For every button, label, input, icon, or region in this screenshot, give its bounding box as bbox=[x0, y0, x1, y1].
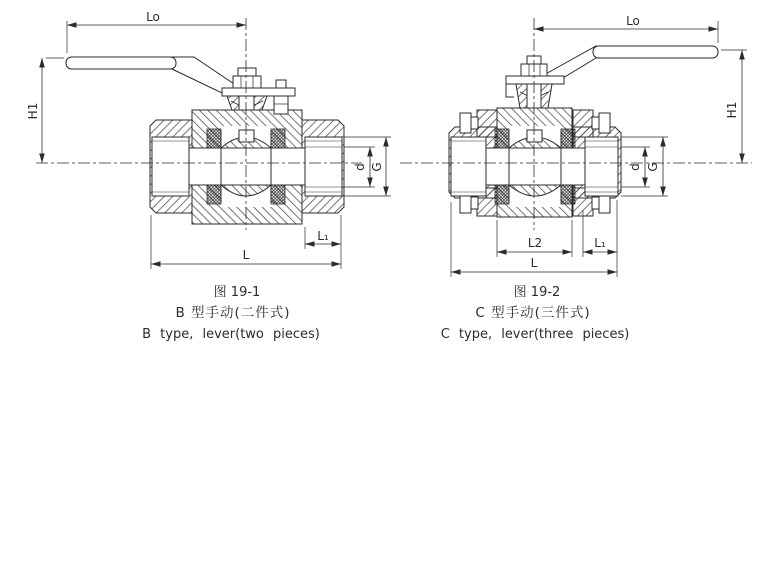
dim-label-h1-c: H1 bbox=[725, 101, 739, 119]
valve-c-bolt bbox=[471, 197, 478, 209]
dim-label-lo-c: Lo bbox=[626, 14, 640, 28]
figure-c-caption bbox=[441, 285, 630, 342]
valve-c-bolt bbox=[592, 117, 599, 129]
figure-c-title-en: C type, lever(three pieces) bbox=[440, 327, 630, 342]
dim-label-h1-b: H1 bbox=[26, 102, 40, 120]
dim-label-lo-b: Lo bbox=[146, 10, 160, 24]
valve-b-handle-plate bbox=[222, 88, 295, 96]
valve-b-seat bbox=[207, 185, 221, 204]
valve-b-stop-bolt bbox=[274, 96, 288, 114]
dim-label-g-b: G bbox=[370, 162, 384, 172]
valve-b-handle-grip bbox=[66, 57, 176, 69]
valve-c-stem-tang bbox=[527, 130, 542, 142]
dim-label-l-b: L bbox=[242, 248, 250, 262]
valve-c-seat bbox=[495, 129, 509, 148]
valve-c-left-flange-top bbox=[477, 110, 497, 137]
dim-label-l-c: L bbox=[530, 256, 538, 270]
figure-c-title-zh: C 型手动(三件式) bbox=[475, 305, 591, 321]
valve-b-seat bbox=[271, 129, 285, 148]
dim-label-g-c: G bbox=[646, 162, 660, 172]
valve-c-bolt bbox=[460, 113, 471, 133]
figure-b-caption bbox=[142, 285, 320, 342]
valve-c-main-bore bbox=[486, 148, 585, 185]
figure-b bbox=[26, 10, 391, 342]
figure-b-title-en: B type, lever(two pieces) bbox=[142, 327, 320, 342]
figure-b-title-zh: B 型手动(二件式) bbox=[175, 305, 291, 321]
valve-c-bolt bbox=[471, 117, 478, 129]
valve-c-bolt bbox=[599, 113, 610, 133]
dim-label-l2-c: L2 bbox=[527, 236, 543, 250]
valve-c-seat bbox=[495, 185, 509, 204]
valve-b-stem-nut bbox=[233, 76, 261, 88]
valve-c-bolt bbox=[592, 197, 599, 209]
figure-c bbox=[400, 14, 752, 342]
valve-c-lock-bracket bbox=[506, 84, 514, 97]
valve-c-handle-grip bbox=[593, 46, 718, 58]
dim-label-l1-c: L₁ bbox=[594, 236, 606, 250]
dim-label-d-c: d bbox=[628, 163, 642, 171]
valve-c-seat bbox=[561, 185, 575, 204]
valve-b-seat bbox=[207, 129, 221, 148]
valve-b-main-bore bbox=[189, 148, 305, 185]
dim-label-l1-b: L₁ bbox=[317, 229, 329, 243]
valve-c-left-port-bore bbox=[451, 137, 486, 196]
valve-b-stem-cap bbox=[238, 68, 256, 76]
valve-b-left-port-bore bbox=[152, 137, 189, 196]
valve-c-right-flange-top bbox=[573, 110, 593, 137]
valve-c-handle-plate bbox=[506, 76, 564, 84]
valve-c-seat bbox=[561, 129, 575, 148]
figure-c-number: 图 19-2 bbox=[513, 285, 561, 300]
valve-b-seat bbox=[271, 185, 285, 204]
valve-b-stop-bolt-head bbox=[276, 80, 286, 88]
valve-b-stem-tang bbox=[239, 130, 254, 142]
figure-b-number: 图 19-1 bbox=[213, 285, 261, 300]
dim-label-d-b: d bbox=[353, 163, 367, 171]
